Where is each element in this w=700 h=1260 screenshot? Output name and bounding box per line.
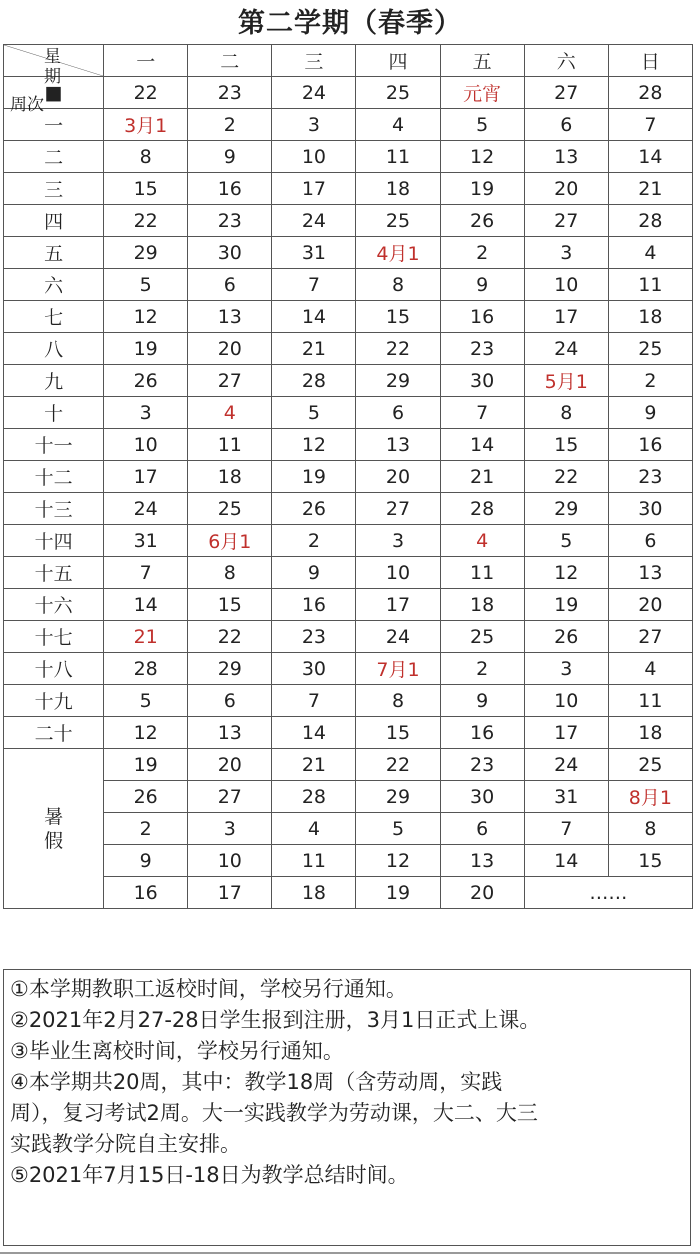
week-label: 五: [4, 237, 104, 269]
week-label: 十九: [4, 685, 104, 717]
date-cell: 5月1: [524, 365, 608, 397]
date-cell: 16: [608, 429, 692, 461]
date-cell: 2: [104, 813, 188, 845]
corner-label-period: 期: [44, 67, 61, 87]
date-cell: 25: [608, 333, 692, 365]
note-line: 周），复习考试2周。大一实践教学为劳动课，大二、大三: [10, 1101, 538, 1125]
date-cell: 22: [524, 461, 608, 493]
date-cell: 11: [608, 685, 692, 717]
date-cell: 22: [104, 205, 188, 237]
date-cell: 20: [608, 589, 692, 621]
date-cell: 23: [440, 749, 524, 781]
week-row: [4, 525, 693, 557]
date-cell: 28: [272, 365, 356, 397]
date-cell: 26: [104, 781, 188, 813]
week-label: 六: [4, 269, 104, 301]
date-cell: 5: [272, 397, 356, 429]
week-row: [4, 365, 693, 397]
date-cell: 14: [272, 717, 356, 749]
week-row: [4, 269, 693, 301]
vacation-label-char: 假: [44, 829, 64, 852]
date-cell: 28: [440, 493, 524, 525]
date-cell: 14: [272, 301, 356, 333]
week-label: 三: [4, 173, 104, 205]
date-cell: 11: [272, 845, 356, 877]
week-label: 十八: [4, 653, 104, 685]
date-cell: 16: [104, 877, 188, 909]
date-cell: 12: [272, 429, 356, 461]
date-cell: 11: [608, 269, 692, 301]
week-row: [4, 717, 693, 749]
corner-header: [4, 45, 104, 115]
week-row: [4, 109, 693, 141]
date-cell: 17: [104, 461, 188, 493]
date-cell: 8月1: [608, 781, 692, 813]
week-row: [4, 461, 693, 493]
date-cell: 30: [272, 653, 356, 685]
date-cell: 18: [440, 589, 524, 621]
date-cell: 31: [272, 237, 356, 269]
date-cell: 18: [272, 877, 356, 909]
date-cell: 7: [440, 397, 524, 429]
date-cell: 14: [104, 589, 188, 621]
date-cell: 10: [524, 685, 608, 717]
date-cell: 21: [272, 749, 356, 781]
vacation-row: [4, 813, 693, 845]
date-cell: 5: [356, 813, 440, 845]
vacation-label-char: 暑: [44, 805, 64, 828]
date-cell: 5: [104, 685, 188, 717]
date-cell: 2: [440, 237, 524, 269]
corner-label-star: 星: [44, 47, 61, 67]
date-cell: 25: [608, 749, 692, 781]
date-cell: 3: [524, 653, 608, 685]
date-cell: 29: [356, 365, 440, 397]
date-cell: 28: [608, 77, 692, 109]
date-cell: 6: [524, 109, 608, 141]
date-cell: 9: [188, 141, 272, 173]
week-row: [4, 205, 693, 237]
date-cell: 17: [272, 173, 356, 205]
vacation-row: [4, 781, 693, 813]
date-cell: 9: [440, 685, 524, 717]
date-cell: 15: [188, 589, 272, 621]
date-cell: 24: [356, 621, 440, 653]
date-cell: 8: [188, 557, 272, 589]
week-row: [4, 397, 693, 429]
week-row: [4, 621, 693, 653]
date-cell: 8: [356, 685, 440, 717]
date-cell: 2: [272, 525, 356, 557]
date-cell: 3: [524, 237, 608, 269]
week-label: 十三: [4, 493, 104, 525]
date-cell: 22: [104, 77, 188, 109]
date-cell: 元宵: [440, 77, 524, 109]
week-row: [4, 237, 693, 269]
date-cell: 13: [440, 845, 524, 877]
vacation-row: [4, 877, 693, 909]
week-label: 八: [4, 333, 104, 365]
date-cell: 19: [104, 333, 188, 365]
date-cell: 4: [608, 653, 692, 685]
date-cell: 21: [440, 461, 524, 493]
note-line: ①本学期教职工返校时间，学校另行通知。: [10, 977, 407, 1001]
date-cell: 30: [188, 237, 272, 269]
date-cell: 27: [608, 621, 692, 653]
date-cell: 15: [608, 845, 692, 877]
date-cell: 10: [524, 269, 608, 301]
week-row: [4, 333, 693, 365]
week-label: 二: [4, 141, 104, 173]
date-cell: 23: [272, 621, 356, 653]
date-cell: 25: [356, 77, 440, 109]
date-cell: 15: [356, 301, 440, 333]
date-cell: 24: [524, 333, 608, 365]
date-cell: 19: [272, 461, 356, 493]
week-label: 九: [4, 365, 104, 397]
date-cell: 18: [608, 717, 692, 749]
date-cell: 19: [104, 749, 188, 781]
date-cell: 20: [188, 749, 272, 781]
date-cell: 13: [524, 141, 608, 173]
date-cell: 13: [608, 557, 692, 589]
date-cell: 30: [608, 493, 692, 525]
date-cell: 3: [104, 397, 188, 429]
date-cell: 27: [356, 493, 440, 525]
week-label: 十一: [4, 429, 104, 461]
date-cell: 27: [524, 77, 608, 109]
date-cell: 27: [188, 365, 272, 397]
day-header-fri: 五: [440, 45, 524, 77]
date-cell: 4: [356, 109, 440, 141]
date-cell: 4: [608, 237, 692, 269]
week-label: 十五: [4, 557, 104, 589]
date-cell: 23: [188, 77, 272, 109]
day-header-tue: 二: [188, 45, 272, 77]
week-row: [4, 685, 693, 717]
date-cell: 4: [440, 525, 524, 557]
date-cell: 4: [272, 813, 356, 845]
date-cell: 10: [188, 845, 272, 877]
calendar-table: [3, 44, 693, 909]
note-line: ③毕业生离校时间，学校另行通知。: [10, 1039, 344, 1063]
date-cell: 10: [104, 429, 188, 461]
date-cell: 9: [104, 845, 188, 877]
date-cell: 26: [272, 493, 356, 525]
date-cell: 9: [608, 397, 692, 429]
date-cell: 16: [440, 717, 524, 749]
date-cell: 16: [188, 173, 272, 205]
date-cell: 9: [440, 269, 524, 301]
day-header-sat: 六: [524, 45, 608, 77]
date-cell: 31: [524, 781, 608, 813]
date-cell: 20: [440, 877, 524, 909]
date-cell: 17: [524, 717, 608, 749]
vacation-row: [4, 845, 693, 877]
date-cell: 29: [188, 653, 272, 685]
date-cell: 17: [524, 301, 608, 333]
date-cell: 24: [104, 493, 188, 525]
date-cell: 3月1: [104, 109, 188, 141]
date-cell: 10: [272, 141, 356, 173]
vacation-row: [4, 749, 693, 781]
date-cell: 5: [524, 525, 608, 557]
date-cell: 3: [188, 813, 272, 845]
note-line: ⑤2021年7月15日-18日为教学总结时间。: [10, 1163, 409, 1187]
week-row: [4, 141, 693, 173]
week-row: [4, 493, 693, 525]
day-header-sun: 日: [608, 45, 692, 77]
week-row: [4, 301, 693, 333]
date-cell: 29: [524, 493, 608, 525]
date-cell: 4月1: [356, 237, 440, 269]
week-row: [4, 557, 693, 589]
date-cell: 6月1: [188, 525, 272, 557]
date-cell: 8: [608, 813, 692, 845]
date-cell: 3: [356, 525, 440, 557]
date-cell: 27: [188, 781, 272, 813]
date-cell: 29: [356, 781, 440, 813]
date-cell: 26: [104, 365, 188, 397]
week-label: 二十: [4, 717, 104, 749]
date-cell: 26: [524, 621, 608, 653]
date-cell: 24: [272, 77, 356, 109]
note-line: ②2021年2月27-28日学生报到注册，3月1日正式上课。: [10, 1008, 541, 1032]
date-cell: 30: [440, 781, 524, 813]
date-cell: 24: [272, 205, 356, 237]
date-cell: 18: [188, 461, 272, 493]
date-cell: 4: [188, 397, 272, 429]
corner-label-week: 周次: [10, 95, 44, 115]
date-cell: 2: [608, 365, 692, 397]
date-cell: 13: [188, 301, 272, 333]
date-cell: 16: [272, 589, 356, 621]
date-cell: 13: [188, 717, 272, 749]
date-cell: 6: [356, 397, 440, 429]
date-cell: 26: [440, 205, 524, 237]
week-label: 一: [4, 109, 104, 141]
date-cell: 7: [272, 685, 356, 717]
date-cell: 18: [356, 173, 440, 205]
date-cell: 27: [524, 205, 608, 237]
date-cell: 12: [524, 557, 608, 589]
date-cell: 30: [440, 365, 524, 397]
notes-box: [3, 969, 691, 1246]
week-row: [4, 589, 693, 621]
ellipsis-cell: ……: [524, 877, 692, 909]
date-cell: 5: [104, 269, 188, 301]
date-cell: 19: [356, 877, 440, 909]
week-row: [4, 77, 693, 109]
date-cell: 8: [524, 397, 608, 429]
date-cell: 25: [356, 205, 440, 237]
day-header-wed: 三: [272, 45, 356, 77]
date-cell: 25: [440, 621, 524, 653]
week-row: [4, 429, 693, 461]
date-cell: 3: [272, 109, 356, 141]
date-cell: 23: [608, 461, 692, 493]
date-cell: 11: [440, 557, 524, 589]
week-row: [4, 173, 693, 205]
date-cell: 10: [356, 557, 440, 589]
day-header-thu: 四: [356, 45, 440, 77]
date-cell: 18: [608, 301, 692, 333]
date-cell: 11: [188, 429, 272, 461]
date-cell: 20: [188, 333, 272, 365]
week-row: [4, 653, 693, 685]
date-cell: 23: [440, 333, 524, 365]
date-cell: 5: [440, 109, 524, 141]
date-cell: 28: [272, 781, 356, 813]
date-cell: 20: [356, 461, 440, 493]
date-cell: 11: [356, 141, 440, 173]
date-cell: 19: [440, 173, 524, 205]
date-cell: 13: [356, 429, 440, 461]
date-cell: 31: [104, 525, 188, 557]
bottom-divider: [0, 1252, 700, 1254]
date-cell: 8: [356, 269, 440, 301]
date-cell: 9: [272, 557, 356, 589]
date-cell: 21: [272, 333, 356, 365]
date-cell: 21: [608, 173, 692, 205]
date-cell: 22: [356, 333, 440, 365]
date-cell: 16: [440, 301, 524, 333]
date-cell: 7: [608, 109, 692, 141]
date-cell: 14: [440, 429, 524, 461]
date-cell: 24: [524, 749, 608, 781]
date-cell: 6: [608, 525, 692, 557]
week-label: 十二: [4, 461, 104, 493]
date-cell: 23: [188, 205, 272, 237]
page-title: 第二学期（春季）: [238, 8, 462, 39]
date-cell: 14: [608, 141, 692, 173]
vacation-label: [4, 749, 104, 909]
date-cell: 6: [188, 685, 272, 717]
date-cell: 6: [440, 813, 524, 845]
date-cell: 17: [188, 877, 272, 909]
date-cell: 22: [356, 749, 440, 781]
date-cell: 15: [104, 173, 188, 205]
date-cell: 7: [272, 269, 356, 301]
date-cell: 19: [524, 589, 608, 621]
date-cell: 7月1: [356, 653, 440, 685]
note-line: 实践教学分院自主安排。: [10, 1132, 241, 1156]
date-cell: 15: [524, 429, 608, 461]
date-cell: 2: [188, 109, 272, 141]
week-label: 十四: [4, 525, 104, 557]
week-label: 七: [4, 301, 104, 333]
date-cell: 28: [608, 205, 692, 237]
week-label: 四: [4, 205, 104, 237]
date-cell: 21: [104, 621, 188, 653]
date-cell: 7: [104, 557, 188, 589]
date-cell: 8: [104, 141, 188, 173]
date-cell: 12: [440, 141, 524, 173]
week-label: 十七: [4, 621, 104, 653]
note-line: ④本学期共20周，其中：教学18周（含劳动周，实践: [10, 1070, 503, 1094]
date-cell: 12: [104, 301, 188, 333]
date-cell: 29: [104, 237, 188, 269]
date-cell: 15: [356, 717, 440, 749]
date-cell: 7: [524, 813, 608, 845]
week-label: ■: [4, 77, 104, 109]
date-cell: 12: [104, 717, 188, 749]
date-cell: 12: [356, 845, 440, 877]
date-cell: 25: [188, 493, 272, 525]
date-cell: 14: [524, 845, 608, 877]
week-label: 十: [4, 397, 104, 429]
date-cell: 22: [188, 621, 272, 653]
date-cell: 17: [356, 589, 440, 621]
day-header-mon: 一: [104, 45, 188, 77]
week-label: 十六: [4, 589, 104, 621]
header-row: [4, 45, 693, 77]
date-cell: 2: [440, 653, 524, 685]
date-cell: 28: [104, 653, 188, 685]
date-cell: 20: [524, 173, 608, 205]
date-cell: 6: [188, 269, 272, 301]
